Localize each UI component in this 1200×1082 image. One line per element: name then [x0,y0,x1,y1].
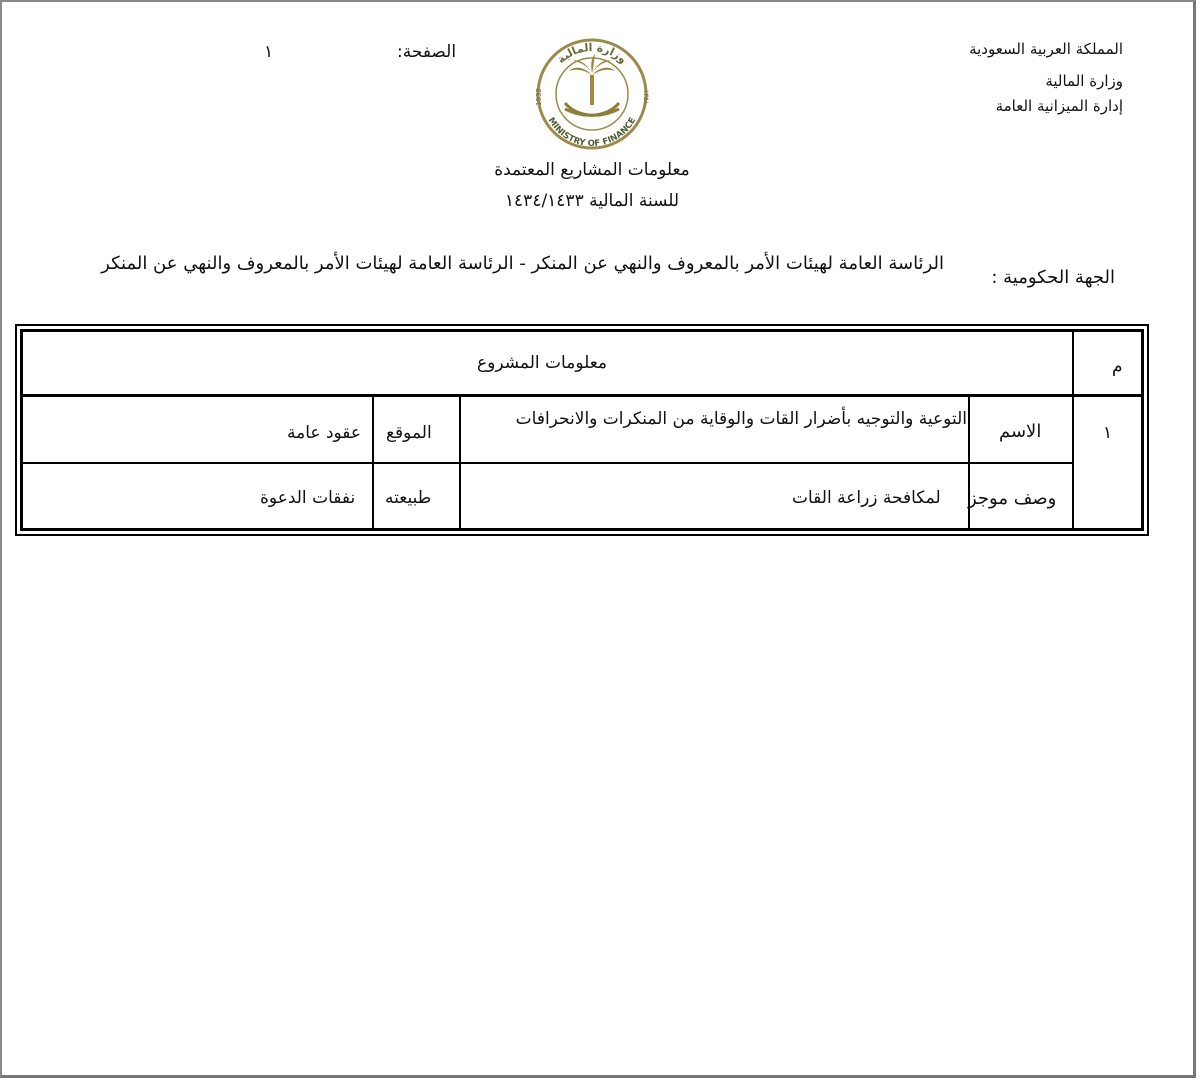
seal-english-text: MINISTRY OF FINANCE [545,115,639,150]
index-column-divider [1072,332,1074,529]
nature-label: طبيعته [385,488,432,508]
description-value: لمكافحة زراعة القات [792,488,941,508]
department-name: إدارة الميزانية العامة [995,97,1123,115]
location-value: عقود عامة [287,423,362,443]
header-project-info: معلومات المشروع [477,353,608,373]
page-label: الصفحة: [397,42,457,62]
sublabel-column-divider [372,396,374,529]
row-index: ١ [1103,423,1113,443]
document-title: معلومات المشاريع المعتمدة [494,160,690,180]
ministry-of-finance-seal-icon [527,37,657,152]
seal-year-gregorian: 1932 [535,88,543,106]
description-label: وصف موجز [968,488,1057,509]
header-index: م [1112,357,1123,377]
name-value: التوعية والتوجيه بأضرار القات والوقاية من المنكرات والانحرافات [515,409,967,429]
kingdom-name: المملكة العربية السعودية [969,40,1123,58]
table-header-divider [22,394,1142,397]
page-number: ١ [264,42,274,62]
fiscal-year: للسنة المالية ١٤٣٤/١٤٣٣ [504,191,680,211]
table-row-divider [22,462,1072,464]
government-entity-value: الرئاسة العامة لهيئات الأمر بالمعروف والنهي عن المنكر - الرئاسة العامة لهيئات الأمر بالمعروف والنهي عن المنكر [101,253,944,274]
ministry-name: وزارة المالية [1045,72,1123,90]
value-column-divider [459,396,461,529]
nature-value: نفقات الدعوة [260,488,356,508]
location-label: الموقع [386,423,432,443]
government-entity-label: الجهة الحكومية : [991,267,1115,288]
name-label: الاسم [999,421,1042,442]
label-column-divider [968,396,970,529]
seal-year-hijri: ١٣٥١ [642,89,650,105]
seal-arabic-text: وزارة المالية [554,40,630,67]
